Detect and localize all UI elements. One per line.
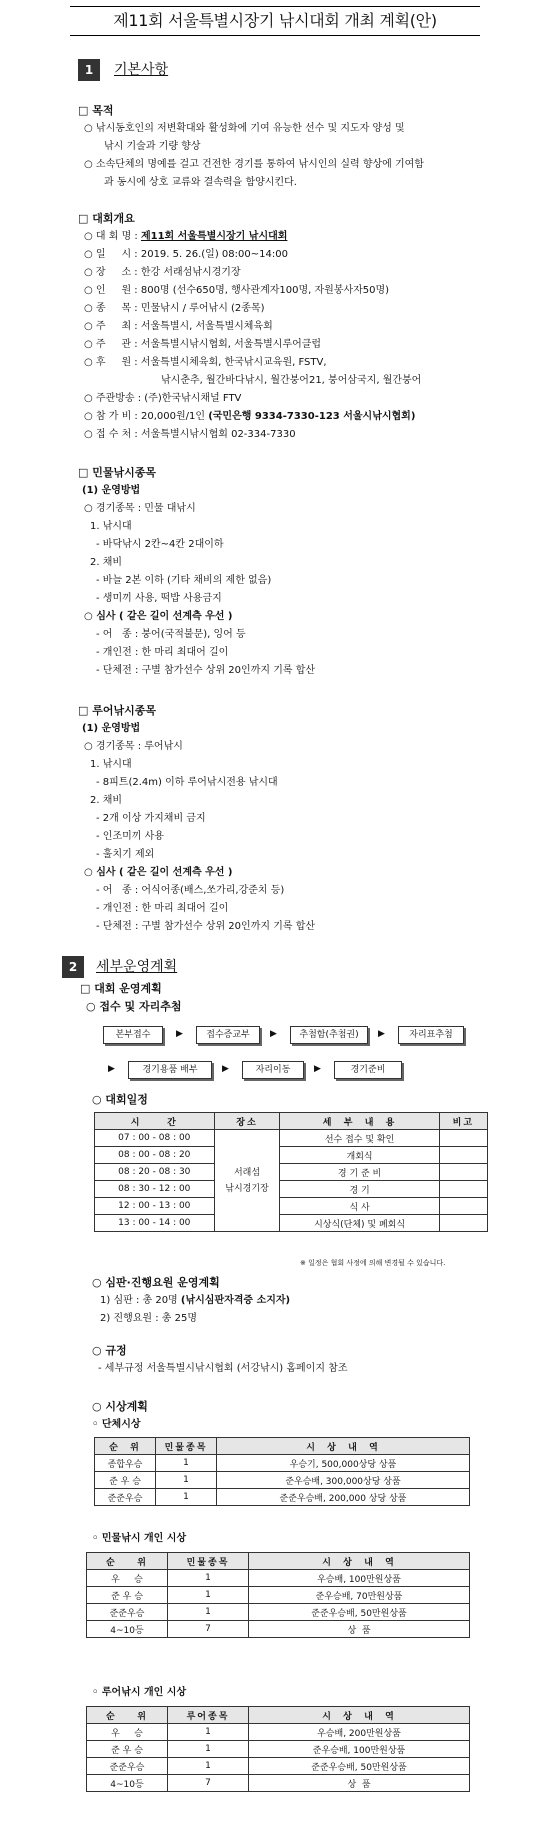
lure-line-7: - 훌치기 제외 — [96, 849, 155, 860]
document-title: 제11회 서울특별시장기 낚시대회 개최 계획(안) — [70, 6, 480, 36]
schedule-detail: 경 기 — [280, 1181, 439, 1198]
lure-prize: 준우승배, 100만원상품 — [249, 1741, 470, 1758]
overview-organizer: ○ 주 관 : 서울특별시낚시협회, 서울특별시루어클럽 — [84, 339, 322, 350]
registration-heading: ○ 접수 및 자리추첨 — [86, 1000, 182, 1013]
judge-qualification: (낚시심판자격증 소지자) — [180, 1295, 291, 1306]
team-col-count: 민물종목 — [156, 1438, 217, 1455]
fresh-prize: 준우승배, 70만원상품 — [249, 1587, 470, 1604]
schedule-col-detail: 세 부 내 용 — [280, 1113, 439, 1130]
team-prize: 우승기, 500,000상당 상품 — [217, 1455, 470, 1472]
flow-arrow-icon: ▶ — [270, 1029, 277, 1039]
section-2-number: 2 — [62, 956, 84, 978]
freshwater-heading: □ 민물낚시종목 — [78, 466, 156, 479]
fresh-count: 7 — [168, 1621, 249, 1638]
judge-count: 1) 심판 : 총 20명 — [100, 1295, 181, 1306]
schedule-note — [439, 1130, 487, 1147]
table-row — [87, 1587, 470, 1604]
overview-event-label: ○ 대 회 명 : — [84, 231, 141, 242]
fresh-rank: 우 승 — [87, 1570, 168, 1587]
lure-line-8: ○ 심사 ( 같은 길이 선계측 우선 ) — [84, 867, 233, 878]
flow-step-7: 경기준비 — [334, 1061, 402, 1079]
lure-method: (1) 운영방법 — [82, 723, 141, 734]
lure-count: 7 — [168, 1775, 249, 1792]
team-count: 1 — [156, 1455, 217, 1472]
freshwater-method: (1) 운영방법 — [82, 485, 141, 496]
lure-col-count: 루어종목 — [168, 1707, 249, 1724]
flow-arrow-icon: ▶ — [314, 1064, 321, 1074]
schedule-time: 07 : 00 - 08 : 00 — [95, 1130, 215, 1147]
overview-place: ○ 장 소 : 한강 서래섬낚시경기장 — [84, 267, 241, 278]
fresh-count: 1 — [168, 1570, 249, 1587]
judge-heading: ○ 심판·진행요원 운영계획 — [92, 1276, 220, 1289]
table-row — [95, 1130, 488, 1147]
lure-col-prize: 시 상 내 역 — [249, 1707, 470, 1724]
flow-arrow-icon: ▶ — [378, 1029, 385, 1039]
table-row — [87, 1604, 470, 1621]
purpose-line-4: 과 동시에 상호 교류와 결속력을 함양시킨다. — [104, 177, 297, 188]
lure-header-row — [87, 1707, 470, 1724]
schedule-detail: 식 사 — [280, 1198, 439, 1215]
freshwater-line-4: 2. 채비 — [90, 557, 123, 568]
table-row — [95, 1147, 488, 1164]
freshwater-line-7: ○ 심사 ( 같은 길이 선계측 우선 ) — [84, 611, 233, 622]
lure-count: 1 — [168, 1724, 249, 1741]
judge-line-1 — [100, 1294, 290, 1308]
table-row — [87, 1758, 470, 1775]
table-row — [95, 1455, 470, 1472]
schedule-table — [94, 1112, 488, 1232]
lure-rank: 우 승 — [87, 1724, 168, 1741]
team-rank: 종합우승 — [95, 1455, 156, 1472]
team-count: 1 — [156, 1472, 217, 1489]
overview-people: ○ 인 원 : 800명 (선수650명, 행사관계자100명, 자원봉사자50명) — [84, 285, 390, 296]
table-row — [95, 1164, 488, 1181]
lure-rank: 준준우승 — [87, 1758, 168, 1775]
freshwater-line-2: 1. 낚시대 — [90, 521, 132, 532]
schedule-time: 08 : 20 - 08 : 30 — [95, 1164, 215, 1181]
freshwater-awards-table — [86, 1552, 470, 1638]
section-1-number: 1 — [78, 59, 100, 81]
schedule-col-note: 비고 — [439, 1113, 487, 1130]
team-awards-heading: ◦ 단체시상 — [92, 1419, 141, 1430]
schedule-detail: 시상식(단체) 및 폐회식 — [280, 1215, 439, 1232]
schedule-place: 서래섬 낚시경기장 — [214, 1130, 280, 1232]
lure-count: 1 — [168, 1758, 249, 1775]
overview-host: ○ 주 최 : 서울특별시, 서울특별시체육회 — [84, 321, 273, 332]
team-count: 1 — [156, 1489, 217, 1506]
schedule-time: 08 : 00 - 08 : 20 — [95, 1147, 215, 1164]
flow-step-2: 접수증교부 — [196, 1026, 260, 1044]
fresh-count: 1 — [168, 1604, 249, 1621]
overview-event-value: 제11회 서울특별시장기 낚시대회 — [140, 231, 288, 242]
freshwater-line-5: - 바늘 2본 이하 (기타 채비의 제한 없음) — [96, 575, 272, 586]
schedule-heading: ○ 대회일정 — [92, 1093, 148, 1106]
lure-col-rank: 순 위 — [87, 1707, 168, 1724]
lure-line-1: ○ 경기종목 : 루어낚시 — [84, 741, 183, 752]
freshwater-line-8: - 어 종 : 붕어(국적불문), 잉어 등 — [96, 629, 246, 640]
overview-reception: ○ 접 수 처 : 서울특별시낚시협회 02-334-7330 — [84, 429, 296, 440]
team-prize: 준우승배, 300,000상당 상품 — [217, 1472, 470, 1489]
schedule-note — [439, 1215, 487, 1232]
flow-step-3: 추첨함(추첨권) — [290, 1026, 368, 1044]
freshwater-awards-heading: ◦ 민물낚시 개인 시상 — [92, 1533, 187, 1544]
team-rank: 준준우승 — [95, 1489, 156, 1506]
lure-heading: □ 루어낚시종목 — [78, 704, 156, 717]
freshwater-line-10: - 단체전 : 구별 참가선수 상위 20인까지 기록 합산 — [96, 665, 316, 676]
schedule-col-place: 장소 — [214, 1113, 280, 1130]
lure-line-2: 1. 낚시대 — [90, 759, 132, 770]
schedule-time: 13 : 00 - 14 : 00 — [95, 1215, 215, 1232]
section-2-title: 세부운영계획 — [96, 959, 178, 975]
schedule-detail: 개회식 — [280, 1147, 439, 1164]
lure-awards-table — [86, 1706, 470, 1792]
lure-prize: 우승배, 200만원상품 — [249, 1724, 470, 1741]
purpose-line-1: ○ 낚시동호인의 저변확대와 활성화에 기여 유능한 선수 및 지도자 양성 및 — [84, 123, 405, 134]
schedule-detail: 선수 접수 및 확인 — [280, 1130, 439, 1147]
ops-heading: □ 대회 운영계획 — [80, 982, 162, 995]
flow-arrow-icon: ▶ — [176, 1029, 183, 1039]
freshwater-line-3: - 바닥낚시 2칸~4칸 2대이하 — [96, 539, 224, 550]
schedule-time: 08 : 30 - 12 : 00 — [95, 1181, 215, 1198]
purpose-heading: □ 목적 — [78, 104, 114, 117]
team-awards-table — [94, 1437, 470, 1506]
table-row — [95, 1472, 470, 1489]
overview-event-name — [84, 230, 287, 244]
flow-arrow-icon: ▶ — [222, 1064, 229, 1074]
fresh-col-count: 민물종목 — [168, 1553, 249, 1570]
fresh-prize: 상 품 — [249, 1621, 470, 1638]
freshwater-line-6: - 생미끼 사용, 떡밥 사용금지 — [96, 593, 222, 604]
table-row — [87, 1741, 470, 1758]
team-col-rank: 순 위 — [95, 1438, 156, 1455]
schedule-note — [439, 1198, 487, 1215]
fresh-count: 1 — [168, 1587, 249, 1604]
table-row — [87, 1724, 470, 1741]
overview-fee — [84, 410, 415, 424]
fresh-rank: 준준우승 — [87, 1604, 168, 1621]
schedule-col-time: 시 간 — [95, 1113, 215, 1130]
lure-line-9: - 어 종 : 어식어종(배스,쏘가리,강준치 등) — [96, 885, 285, 896]
schedule-detail: 경 기 준 비 — [280, 1164, 439, 1181]
flow-arrow-icon: ▶ — [108, 1064, 115, 1074]
fresh-header-row — [87, 1553, 470, 1570]
purpose-line-3: ○ 소속단체의 명예를 걸고 건전한 경기를 통하여 낚시인의 실력 향상에 기여함 — [84, 159, 424, 170]
team-col-prize: 시 상 내 역 — [217, 1438, 470, 1455]
purpose-line-2: 낚시 기술과 기량 향상 — [104, 141, 201, 152]
flow-step-5: 경기용품 배부 — [128, 1061, 212, 1079]
lure-rank: 준 우 승 — [87, 1741, 168, 1758]
lure-prize: 상 품 — [249, 1775, 470, 1792]
lure-rank: 4~10등 — [87, 1775, 168, 1792]
table-row — [95, 1198, 488, 1215]
schedule-note — [439, 1147, 487, 1164]
table-row — [87, 1775, 470, 1792]
lure-line-6: - 인조미끼 사용 — [96, 831, 164, 842]
awards-heading: ○ 시상계획 — [92, 1400, 148, 1413]
flow-step-6: 자리이동 — [242, 1061, 304, 1079]
table-row — [87, 1570, 470, 1587]
table-row — [95, 1181, 488, 1198]
overview-heading: □ 대회개요 — [78, 212, 135, 225]
table-row — [95, 1489, 470, 1506]
team-rank: 준 우 승 — [95, 1472, 156, 1489]
fresh-rank: 준 우 승 — [87, 1587, 168, 1604]
overview-sponsor: ○ 후 원 : 서울특별시체육회, 한국낚시교육원, FSTV, — [84, 357, 327, 368]
section-1-title: 기본사항 — [114, 62, 169, 78]
schedule-note-text: ※ 일정은 협회 사정에 의해 변경될 수 있습니다. — [300, 1259, 446, 1267]
freshwater-line-9: - 개인전 : 한 마리 최대어 길이 — [96, 647, 229, 658]
table-row — [87, 1621, 470, 1638]
team-header-row — [95, 1438, 470, 1455]
rules-text: - 세부규정 서울특별시낚시협회 (서강낚시) 홈페이지 참조 — [98, 1363, 348, 1374]
schedule-note — [439, 1181, 487, 1198]
overview-broadcast: ○ 주관방송 : (주)한국낚시채널 FTV — [84, 393, 242, 404]
lure-awards-heading: ◦ 루어낚시 개인 시상 — [92, 1687, 187, 1698]
lure-line-5: - 2개 이상 가지채비 금지 — [96, 813, 206, 824]
rules-heading: ○ 규정 — [92, 1344, 127, 1357]
fresh-prize: 우승배, 100만원상품 — [249, 1570, 470, 1587]
schedule-header-row — [95, 1113, 488, 1130]
fresh-col-prize: 시 상 내 역 — [249, 1553, 470, 1570]
overview-fee-account: (국민은행 9334-7330-123 서울시낚시협회) — [208, 411, 416, 422]
overview-fee-label: ○ 참 가 비 : 20,000원/1인 — [84, 411, 209, 422]
overview-sponsor-cont: 낚시춘추, 월간바다낚시, 월간붕어21, 붕어삼국지, 월간붕어 — [161, 375, 422, 386]
fresh-rank: 4~10등 — [87, 1621, 168, 1638]
schedule-time: 12 : 00 - 13 : 00 — [95, 1198, 215, 1215]
overview-events: ○ 종 목 : 민물낚시 / 루어낚시 (2종목) — [84, 303, 265, 314]
lure-line-3: - 8피트(2.4m) 이하 루어낚시전용 낚시대 — [96, 777, 278, 788]
flow-step-4: 자리표추첨 — [398, 1026, 464, 1044]
lure-count: 1 — [168, 1741, 249, 1758]
lure-line-10: - 개인전 : 한 마리 최대어 길이 — [96, 903, 229, 914]
overview-date: ○ 일 시 : 2019. 5. 26.(일) 08:00~14:00 — [84, 249, 288, 260]
judge-line-2: 2) 진행요원 : 총 25명 — [100, 1313, 198, 1324]
schedule-note — [439, 1164, 487, 1181]
table-row — [95, 1215, 488, 1232]
lure-line-11: - 단체전 : 구별 참가선수 상위 20인까지 기록 합산 — [96, 921, 316, 932]
team-prize: 준준우승배, 200,000 상당 상품 — [217, 1489, 470, 1506]
lure-line-4: 2. 채비 — [90, 795, 123, 806]
lure-prize: 준준우승배, 50만원상품 — [249, 1758, 470, 1775]
flow-step-1: 본부접수 — [103, 1026, 163, 1044]
freshwater-line-1: ○ 경기종목 : 민물 대낚시 — [84, 503, 196, 514]
fresh-prize: 준준우승배, 50만원상품 — [249, 1604, 470, 1621]
fresh-col-rank: 순 위 — [87, 1553, 168, 1570]
